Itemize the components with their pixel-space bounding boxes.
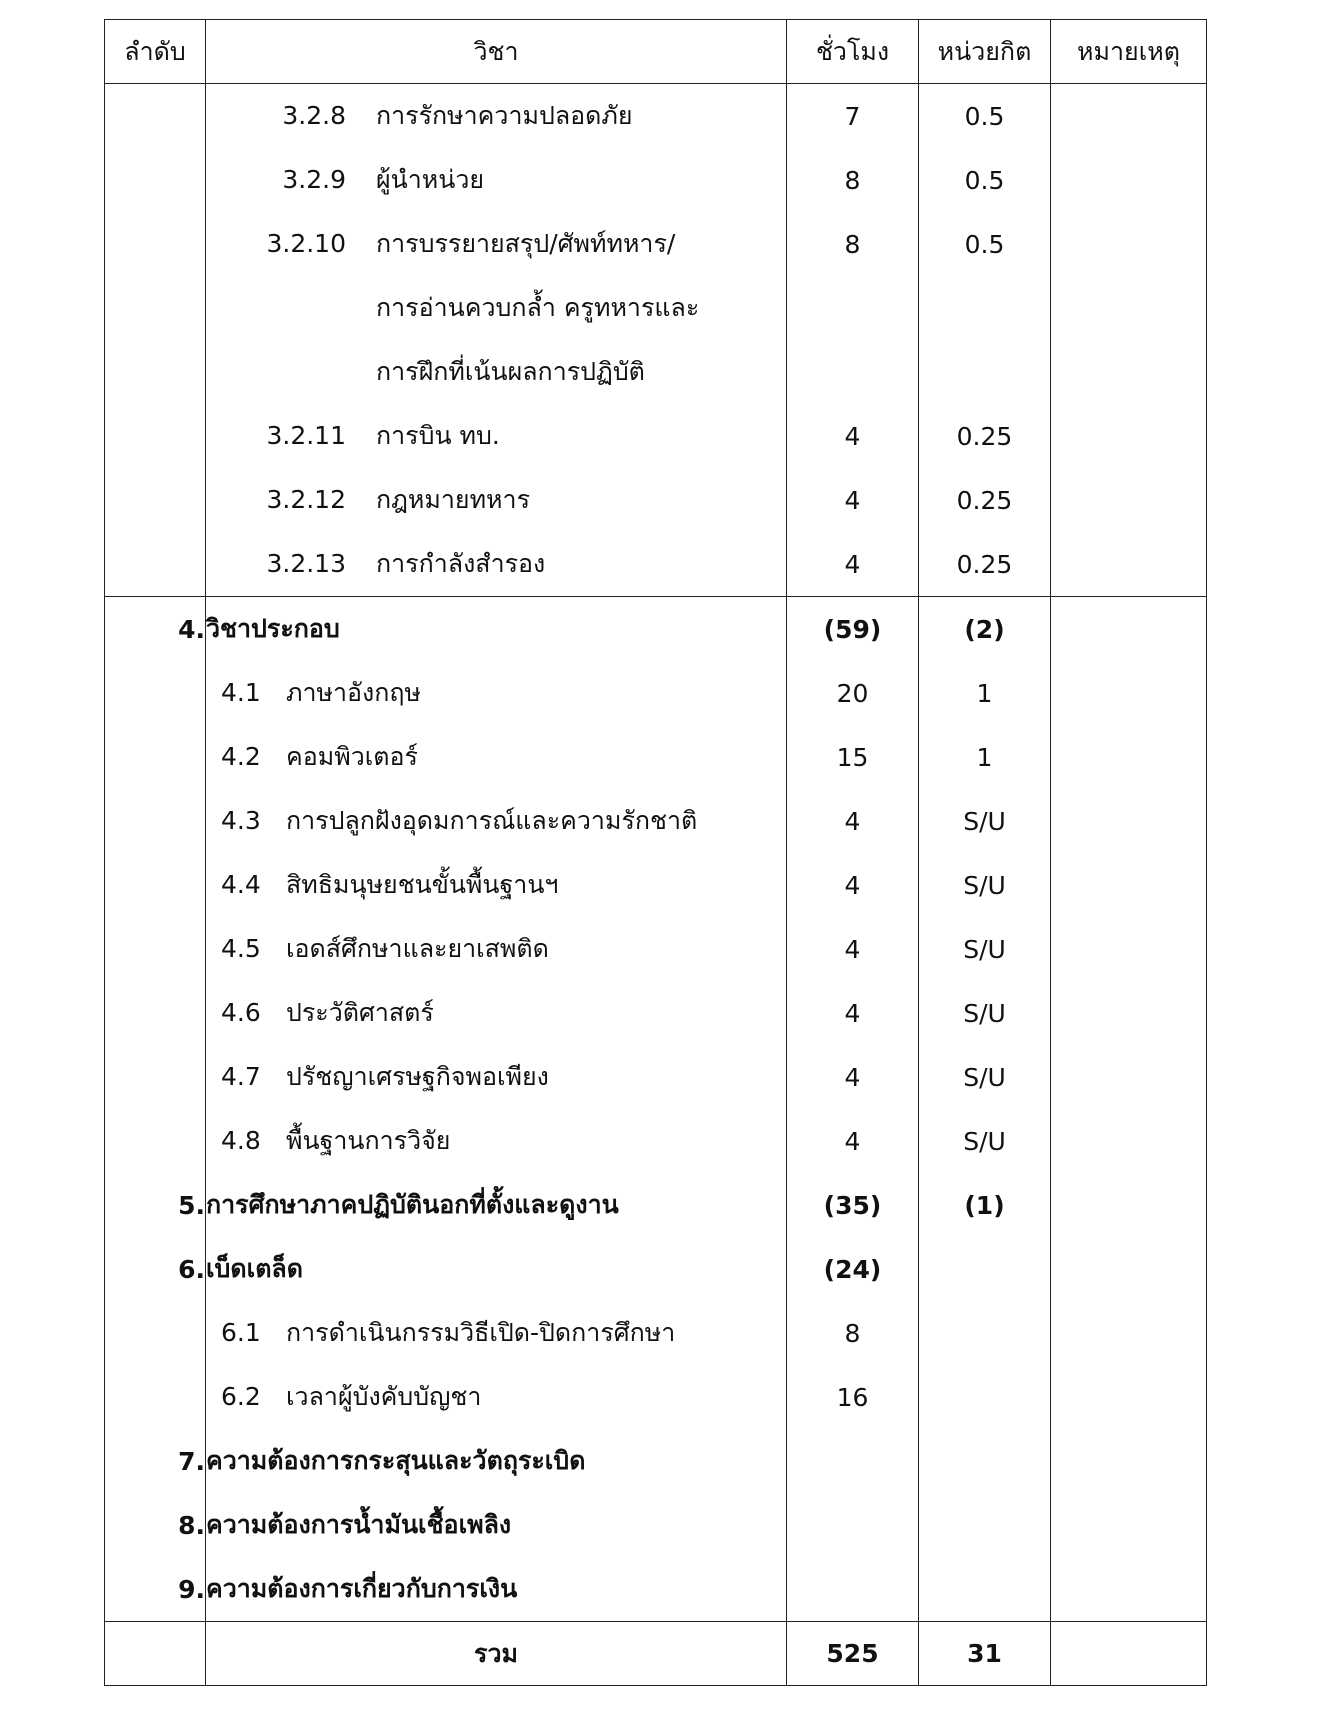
curriculum-table [104, 19, 1207, 1686]
section-title: ความต้องการกระสุนและวัตถุระเบิด [206, 1429, 787, 1493]
subject-cell [206, 468, 787, 532]
remarks-cell [1051, 276, 1207, 340]
hours-cell: 7 [787, 84, 919, 149]
remarks-cell [1051, 725, 1207, 789]
item-title: ปรัชญาเศรษฐกิจพอเพียง [286, 1062, 549, 1091]
remarks-cell [1051, 1493, 1207, 1557]
row-no [105, 1109, 206, 1173]
hours-cell: 8 [787, 212, 919, 276]
section-row [105, 1429, 1207, 1493]
item-title: เวลาผู้บังคับบัญชา [286, 1382, 482, 1411]
item-title-continuation: การอ่านควบกล้ำ ครูทหารและ [376, 293, 700, 322]
hours-cell: 8 [787, 148, 919, 212]
section-title: การศึกษาภาคปฏิบัตินอกที่ตั้งและดูงาน [206, 1173, 787, 1237]
remarks-cell [1051, 1429, 1207, 1493]
item-title: กฎหมายทหาร [376, 485, 530, 514]
row-no [105, 725, 206, 789]
hours-cell: 4 [787, 1045, 919, 1109]
remarks-cell [1051, 148, 1207, 212]
subject-cell [206, 404, 787, 468]
total-no [105, 1622, 206, 1686]
header-no: ลำดับ [105, 20, 206, 84]
subject-cell [206, 1301, 787, 1365]
credits-cell: (2) [919, 597, 1051, 662]
table-row [105, 917, 1207, 981]
remarks-cell [1051, 1237, 1207, 1301]
hours-cell: 15 [787, 725, 919, 789]
total-credits: 31 [919, 1622, 1051, 1686]
section-title: ความต้องการเกี่ยวกับการเงิน [206, 1557, 787, 1622]
item-title: การบิน ทบ. [376, 421, 500, 450]
table-row [105, 789, 1207, 853]
hours-cell: (35) [787, 1173, 919, 1237]
hours-cell: 4 [787, 1109, 919, 1173]
section-row [105, 1237, 1207, 1301]
section-no: 8. [105, 1493, 206, 1557]
item-title: พื้นฐานการวิจัย [286, 1126, 451, 1155]
subject-cell [206, 1045, 787, 1109]
section-no: 9. [105, 1557, 206, 1622]
table-header [105, 20, 1207, 84]
section-no: 6. [105, 1237, 206, 1301]
hours-cell: (24) [787, 1237, 919, 1301]
section-row [105, 1493, 1207, 1557]
row-no [105, 404, 206, 468]
hours-cell [787, 1429, 919, 1493]
item-code: 3.2.10 [266, 229, 346, 258]
remarks-cell [1051, 212, 1207, 276]
credits-cell [919, 1557, 1051, 1622]
subject-cell [206, 661, 787, 725]
item-title: ประวัติศาสตร์ [286, 998, 434, 1027]
credits-cell: S/U [919, 917, 1051, 981]
hours-cell [787, 340, 919, 404]
remarks-cell [1051, 1173, 1207, 1237]
credits-cell: 0.25 [919, 404, 1051, 468]
credits-cell: S/U [919, 1045, 1051, 1109]
header-credits: หน่วยกิต [919, 20, 1051, 84]
header-remarks: หมายเหตุ [1051, 20, 1207, 84]
subject-cell [206, 212, 787, 276]
row-no [105, 981, 206, 1045]
subject-cell [206, 148, 787, 212]
subject-cell [206, 1109, 787, 1173]
total-hours: 525 [787, 1622, 919, 1686]
subject-cell [206, 981, 787, 1045]
table-row [105, 340, 1207, 404]
row-no [105, 1045, 206, 1109]
remarks-cell [1051, 789, 1207, 853]
remarks-cell [1051, 853, 1207, 917]
subject-cell [206, 276, 787, 340]
hours-cell: 4 [787, 789, 919, 853]
subject-cell [206, 725, 787, 789]
item-code: 4.7 [221, 1062, 261, 1091]
hours-cell: 16 [787, 1365, 919, 1429]
item-code: 4.1 [221, 678, 261, 707]
credits-cell: 0.5 [919, 212, 1051, 276]
credits-cell: S/U [919, 1109, 1051, 1173]
hours-cell [787, 276, 919, 340]
item-code: 6.1 [221, 1318, 261, 1347]
section-title: วิชาประกอบ [206, 597, 787, 662]
table-row [105, 532, 1207, 597]
table-row [105, 84, 1207, 149]
remarks-cell [1051, 468, 1207, 532]
remarks-cell [1051, 597, 1207, 662]
section-no: 7. [105, 1429, 206, 1493]
credits-cell [919, 1301, 1051, 1365]
curriculum-page [104, 19, 1206, 1686]
row-no [105, 148, 206, 212]
total-label: รวม [206, 1622, 787, 1686]
hours-cell: 4 [787, 468, 919, 532]
section-row [105, 1173, 1207, 1237]
header-hours: ชั่วโมง [787, 20, 919, 84]
table-row [105, 1365, 1207, 1429]
table-row [105, 276, 1207, 340]
section-row [105, 597, 1207, 662]
section-3-continuation [105, 84, 1207, 597]
row-no [105, 917, 206, 981]
item-code: 6.2 [221, 1382, 261, 1411]
hours-cell [787, 1493, 919, 1557]
total-remarks [1051, 1622, 1207, 1686]
hours-cell: 8 [787, 1301, 919, 1365]
hours-cell: 4 [787, 981, 919, 1045]
item-title: ผู้นำหน่วย [376, 165, 485, 194]
remarks-cell [1051, 981, 1207, 1045]
remarks-cell [1051, 84, 1207, 149]
item-title: เอดส์ศึกษาและยาเสพติด [286, 934, 549, 963]
remarks-cell [1051, 1557, 1207, 1622]
credits-cell: 0.25 [919, 468, 1051, 532]
credits-cell [919, 1237, 1051, 1301]
credits-cell: S/U [919, 853, 1051, 917]
credits-cell: 0.25 [919, 532, 1051, 597]
subject-cell [206, 853, 787, 917]
subject-cell [206, 84, 787, 149]
hours-cell: 4 [787, 532, 919, 597]
credits-cell: 0.5 [919, 148, 1051, 212]
table-row [105, 1109, 1207, 1173]
section-title: เบ็ดเตล็ด [206, 1237, 787, 1301]
section-no: 5. [105, 1173, 206, 1237]
table-row [105, 212, 1207, 276]
row-no [105, 468, 206, 532]
section-row [105, 1557, 1207, 1622]
subject-cell [206, 532, 787, 597]
remarks-cell [1051, 1365, 1207, 1429]
credits-cell: 1 [919, 725, 1051, 789]
item-title: การรักษาความปลอดภัย [376, 101, 633, 130]
hours-cell [787, 1557, 919, 1622]
remarks-cell [1051, 404, 1207, 468]
credits-cell: 0.5 [919, 84, 1051, 149]
item-title: การกำลังสำรอง [376, 549, 546, 578]
item-code: 4.2 [221, 742, 261, 771]
item-title: คอมพิวเตอร์ [286, 742, 418, 771]
row-no [105, 340, 206, 404]
remarks-cell [1051, 1109, 1207, 1173]
item-code: 3.2.9 [282, 165, 346, 194]
item-code: 3.2.13 [266, 549, 346, 578]
hours-cell: 4 [787, 917, 919, 981]
remarks-cell [1051, 1301, 1207, 1365]
header-subject: วิชา [206, 20, 787, 84]
item-title: การดำเนินกรรมวิธีเปิด-ปิดการศึกษา [286, 1318, 676, 1347]
table-row [105, 725, 1207, 789]
row-no [105, 532, 206, 597]
row-no [105, 276, 206, 340]
subject-cell [206, 1365, 787, 1429]
remarks-cell [1051, 661, 1207, 725]
item-title: การปลูกฝังอุดมการณ์และความรักชาติ [286, 806, 698, 835]
subject-cell [206, 789, 787, 853]
credits-cell: (1) [919, 1173, 1051, 1237]
item-code: 4.4 [221, 870, 261, 899]
hours-cell: 4 [787, 853, 919, 917]
subject-cell [206, 340, 787, 404]
credits-cell [919, 1493, 1051, 1557]
row-no [105, 1365, 206, 1429]
hours-cell: 20 [787, 661, 919, 725]
sections-4-to-9 [105, 597, 1207, 1622]
hours-cell: 4 [787, 404, 919, 468]
credits-cell [919, 1365, 1051, 1429]
remarks-cell [1051, 1045, 1207, 1109]
item-code: 4.6 [221, 998, 261, 1027]
item-code: 4.8 [221, 1126, 261, 1155]
item-title: สิทธิมนุษยชนขั้นพื้นฐานฯ [286, 870, 559, 899]
hours-cell: (59) [787, 597, 919, 662]
credits-cell: S/U [919, 981, 1051, 1045]
table-row [105, 981, 1207, 1045]
table-row [105, 404, 1207, 468]
remarks-cell [1051, 340, 1207, 404]
item-code: 3.2.11 [266, 421, 346, 450]
credits-cell: S/U [919, 789, 1051, 853]
section-title: ความต้องการน้ำมันเชื้อเพลิง [206, 1493, 787, 1557]
table-row [105, 148, 1207, 212]
remarks-cell [1051, 532, 1207, 597]
item-code: 3.2.12 [266, 485, 346, 514]
row-no [105, 1301, 206, 1365]
credits-cell [919, 276, 1051, 340]
total-row [105, 1622, 1207, 1686]
table-row [105, 853, 1207, 917]
credits-cell: 1 [919, 661, 1051, 725]
table-row [105, 1045, 1207, 1109]
credits-cell [919, 340, 1051, 404]
table-row [105, 661, 1207, 725]
table-row [105, 1301, 1207, 1365]
table-row [105, 468, 1207, 532]
item-code: 4.3 [221, 806, 261, 835]
credits-cell [919, 1429, 1051, 1493]
row-no [105, 789, 206, 853]
section-no: 4. [105, 597, 206, 662]
item-title: การบรรยายสรุป/ศัพท์ทหาร/ [376, 229, 676, 258]
row-no [105, 84, 206, 149]
row-no [105, 853, 206, 917]
item-title-continuation: การฝึกที่เน้นผลการปฏิบัติ [376, 357, 645, 386]
item-title: ภาษาอังกฤษ [286, 678, 422, 707]
subject-cell [206, 917, 787, 981]
item-code: 4.5 [221, 934, 261, 963]
item-code: 3.2.8 [282, 101, 346, 130]
remarks-cell [1051, 917, 1207, 981]
row-no [105, 212, 206, 276]
row-no [105, 661, 206, 725]
